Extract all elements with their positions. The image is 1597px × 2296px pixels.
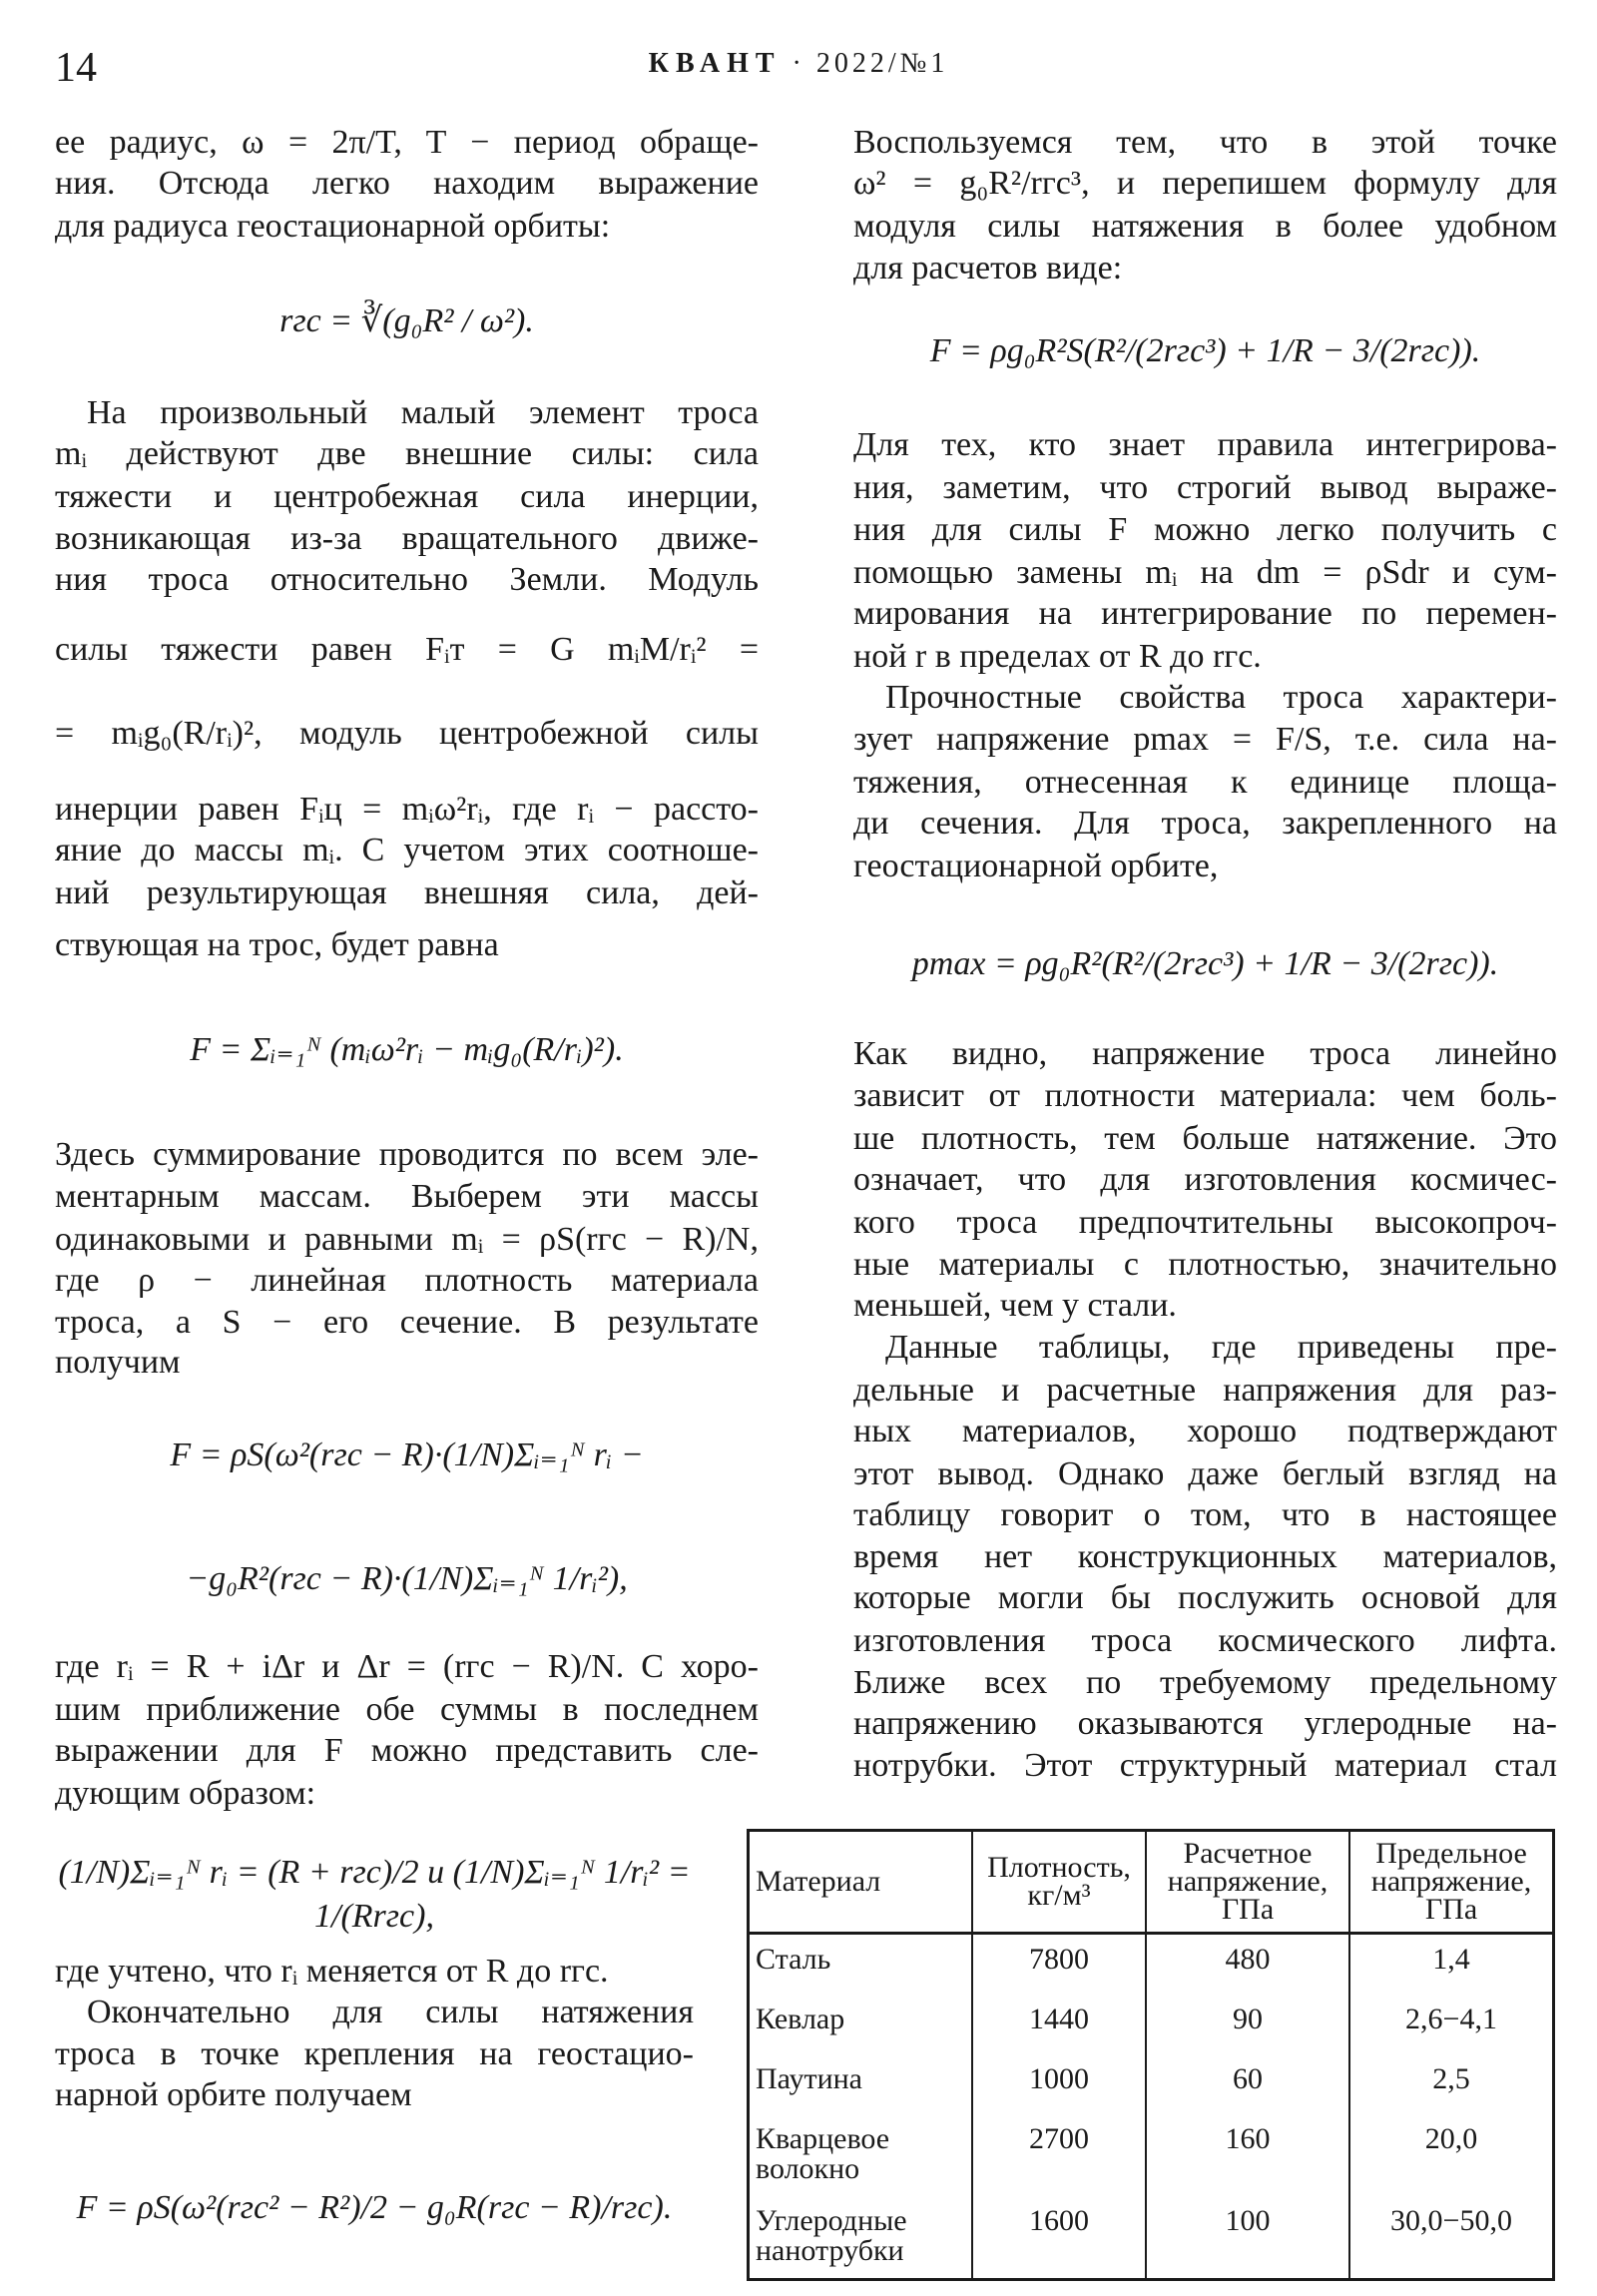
page-number: 14: [55, 45, 97, 91]
text-line: Воспользуемся тем, что в этой точке: [853, 124, 1557, 161]
text-line: ных материалов, хорошо подтверждают: [853, 1413, 1557, 1449]
formula: −g₀R²(rгс − R)·(1/N)Σᵢ₌₁ᴺ 1/rᵢ²),: [186, 1560, 628, 1597]
text-line: = mᵢg₀(R/rᵢ)², модуль центробежной силы: [55, 715, 759, 752]
text-line: которые могли бы послужить основой для: [853, 1579, 1557, 1616]
text-line: зависит от плотности материала: чем боль-: [853, 1077, 1557, 1114]
magazine-title: КВАНТ: [648, 48, 782, 79]
text-line: модуля силы натяжения в более удобном: [853, 208, 1557, 245]
text-line: тяжести и центробежная сила инерции,: [55, 478, 759, 515]
column-header: Плотность, кг/м³: [972, 1831, 1146, 1934]
text-line: ω² = g₀R²/rгс³, и перепишем формулу для: [853, 165, 1557, 202]
table-header-row: [749, 1831, 1554, 1934]
table-cell: 90: [1146, 1995, 1349, 2054]
table-row: [749, 2196, 1554, 2280]
formula: F = Σᵢ₌₁ᴺ (mᵢω²rᵢ − mᵢg₀(R/rᵢ)²).: [190, 1031, 624, 1068]
text-line: ния. Отсюда легко находим выражение: [55, 165, 759, 202]
text-line: изготовления троса космического лифта.: [853, 1622, 1557, 1659]
running-header: [0, 48, 1597, 80]
text-line: троса в точке крепления на геостацио-: [55, 2035, 694, 2072]
material-name: Паутина: [749, 2054, 973, 2114]
text-line: напряжению оказываются углеродные на-: [853, 1705, 1557, 1742]
text-line: для расчетов виде:: [853, 250, 1123, 287]
table-cell: 1440: [972, 1995, 1146, 2054]
text-line: Как видно, напряжение троса линейно: [853, 1035, 1557, 1072]
text-line: получим: [55, 1344, 181, 1381]
text-line: Для тех, кто знает правила интегрирова-: [853, 426, 1557, 463]
text-line: ния для силы F можно легко получить с: [853, 511, 1557, 548]
text-line: ствующая на трос, будет равна: [55, 926, 499, 963]
text-line: время нет конструкционных материалов,: [853, 1538, 1557, 1575]
text-line: дующим образом:: [55, 1775, 316, 1812]
text-line: Ближе всех по требуемому предельному: [853, 1664, 1557, 1701]
table-cell: 2,6−4,1: [1349, 1995, 1554, 2054]
text-line: кого троса предпочтительны высокопроч-: [853, 1204, 1557, 1241]
text-line: ные материалы с плотностью, значительно: [853, 1246, 1557, 1283]
table-cell: 7800: [972, 1934, 1146, 1996]
text-line: инерции равен Fᵢц = mᵢω²rᵢ, где rᵢ − рассто-: [55, 791, 759, 828]
text-line: возникающая из-за вращательного движе-: [55, 520, 759, 557]
text-line: где ρ − линейная плотность материала: [55, 1262, 759, 1299]
table-cell: 2,5: [1349, 2054, 1554, 2114]
text-line: шим приближение обе суммы в последнем: [55, 1691, 759, 1728]
formula: F = ρS(ω²(rгс² − R²)/2 − g₀R(rгс − R)/rгс).: [76, 2189, 673, 2226]
text-line: одинаковыми и равными mᵢ = ρS(rгс − R)/N,: [55, 1221, 759, 1258]
column-header: Расчетное напряжение, ГПа: [1146, 1831, 1349, 1934]
text-line: зует напряжение pmax = F/S, т.е. сила на-: [853, 721, 1557, 758]
materials-table: [747, 1829, 1555, 2281]
text-line: Прочностные свойства троса характери-: [885, 679, 1557, 716]
text-line: таблицу говорит о том, что в настоящее: [853, 1496, 1557, 1533]
column-header: Предельное напряжение, ГПа: [1349, 1831, 1554, 1934]
text-line: ния троса относительно Земли. Модуль: [55, 561, 759, 598]
text-line: где rᵢ = R + iΔr и Δr = (rгс − R)/N. С хоро-: [55, 1648, 759, 1685]
table-cell: 1000: [972, 2054, 1146, 2114]
text-line: яние до массы mᵢ. С учетом этих соотноше-: [55, 832, 759, 868]
column-header: Материал: [749, 1831, 973, 1934]
text-line: Данные таблицы, где приведены пре-: [885, 1329, 1557, 1366]
formula: pmax = ρg₀R²(R²/(2rгс³) + 1/R − 3/(2rгс)).: [911, 945, 1499, 982]
formula: rгс = ∛(g₀R² / ω²).: [279, 302, 534, 339]
text-line: дельные и расчетные напряжения для раз-: [853, 1372, 1557, 1409]
text-line: ментарным массам. Выберем эти массы: [55, 1178, 759, 1215]
material-name: Кварцевое волокно: [749, 2114, 973, 2196]
text-line: Здесь суммирование проводится по всем эле-: [55, 1136, 759, 1173]
formula: F = ρS(ω²(rгс − R)·(1/N)Σᵢ₌₁ᴺ rᵢ −: [170, 1436, 644, 1473]
text-line: помощью замены mᵢ на dm = ρSdr и сум-: [853, 554, 1557, 591]
formula: (1/N)Σᵢ₌₁ᴺ rᵢ = (R + rгс)/2 и (1/N)Σᵢ₌₁ᴺ 1/rᵢ² = 1/(Rrгс),: [58, 1854, 691, 1935]
table-cell: 20,0: [1349, 2114, 1554, 2196]
material-name: Кевлар: [749, 1995, 973, 2054]
text-line: выражении для F можно представить сле-: [55, 1732, 759, 1769]
text-line: меньшей, чем у стали.: [853, 1287, 1177, 1324]
text-line: mᵢ действуют две внешние силы: сила: [55, 435, 759, 472]
text-line: нотрубки. Этот структурный материал стал: [853, 1747, 1557, 1784]
table-cell: 160: [1146, 2114, 1349, 2196]
text-line: геостационарной орбите,: [853, 848, 1219, 884]
table-cell: 480: [1146, 1934, 1349, 1996]
text-line: для радиуса геостационарной орбиты:: [55, 208, 611, 245]
text-line: этот вывод. Однако даже беглый взгляд на: [853, 1455, 1557, 1492]
table-cell: 100: [1146, 2196, 1349, 2280]
text-line: ди сечения. Для троса, закрепленного на: [853, 805, 1557, 842]
table-cell: 60: [1146, 2054, 1349, 2114]
material-name: Углеродные нанотрубки: [749, 2196, 973, 2280]
text-line: ной r в пределах от R до rгс.: [853, 638, 1262, 675]
issue-number: 2022/№1: [815, 48, 949, 79]
text-line: силы тяжести равен Fᵢт = G mᵢM/rᵢ² =: [55, 631, 759, 668]
material-name: Сталь: [749, 1934, 973, 1996]
text-line: ний результирующая внешняя сила, дей-: [55, 874, 759, 911]
text-line: означает, что для изготовления космичес-: [853, 1161, 1557, 1198]
text-line: ше плотность, тем больше натяжение. Это: [853, 1120, 1557, 1157]
text-line: тяжения, отнесенная к единице площа-: [853, 764, 1557, 801]
text-line: Окончательно для силы натяжения: [87, 1994, 694, 2030]
formula: F = ρg₀R²S(R²/(2rгс³) + 1/R − 3/(2rгс)).: [929, 332, 1481, 369]
table-row: [749, 1995, 1554, 2054]
header-separator: ·: [792, 48, 805, 79]
text-line: нарной орбите получаем: [55, 2076, 412, 2113]
table-row: [749, 2054, 1554, 2114]
table-row: [749, 1934, 1554, 1996]
text-line: мирования на интегрирование по перемен-: [853, 595, 1557, 632]
table-cell: 2700: [972, 2114, 1146, 2196]
table-cell: 30,0−50,0: [1349, 2196, 1554, 2280]
table-row: [749, 2114, 1554, 2196]
text-line: ее радиус, ω = 2π/T, T − период обраще-: [55, 124, 759, 161]
text-line: ния, заметим, что строгий вывод выраже-: [853, 469, 1557, 506]
text-line: На произвольный малый элемент троса: [87, 394, 759, 431]
table-cell: 1,4: [1349, 1934, 1554, 1996]
text-line: троса, а S − его сечение. В результате: [55, 1304, 759, 1341]
text-line: где учтено, что rᵢ меняется от R до rгс.: [55, 1953, 609, 1990]
table-cell: 1600: [972, 2196, 1146, 2280]
